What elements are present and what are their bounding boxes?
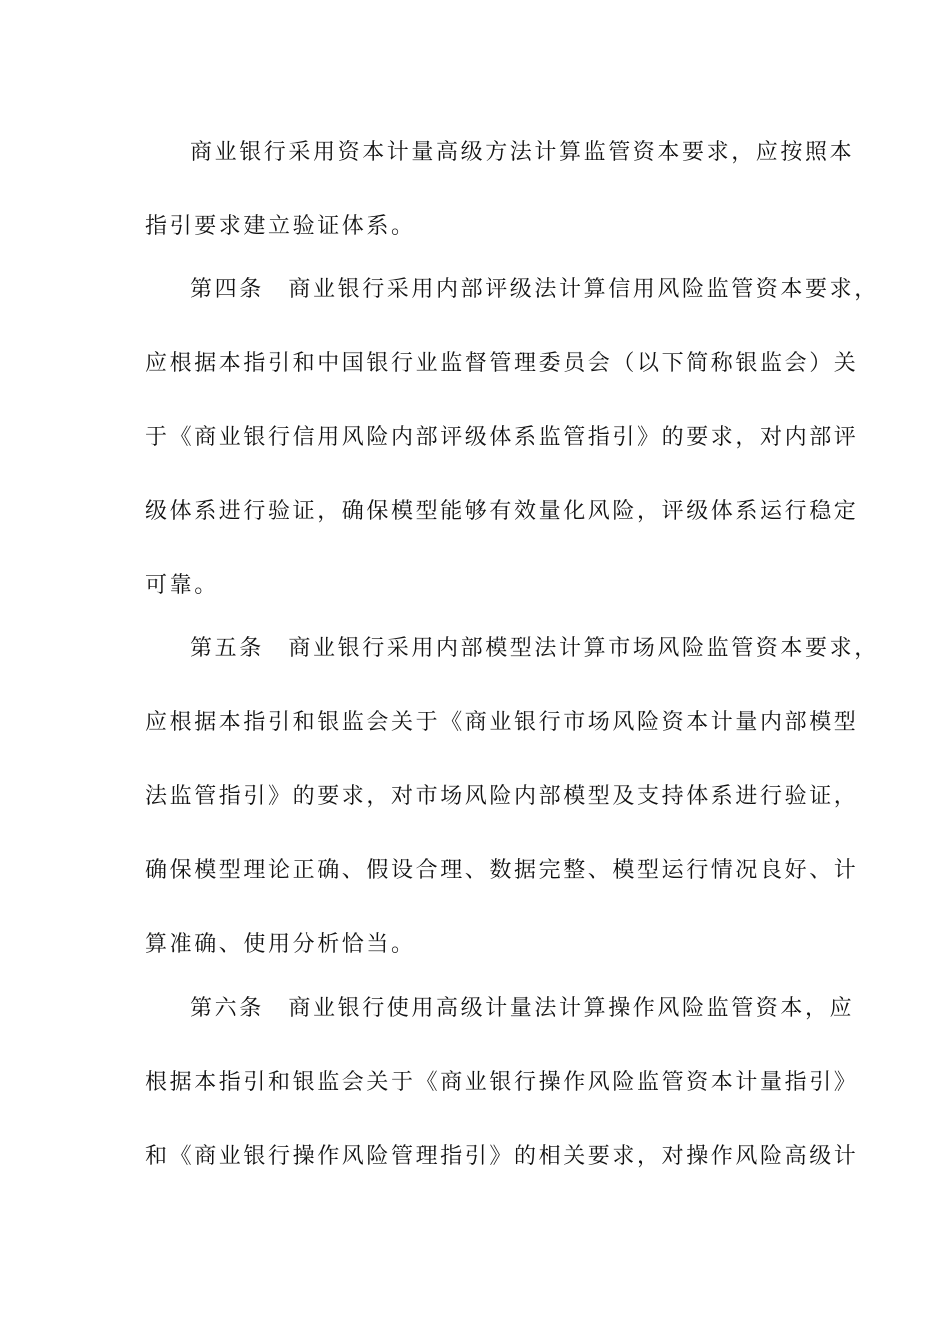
text-line: 可靠。 [145, 573, 219, 598]
text-line: 法监管指引》的要求，对市场风险内部模型及支持体系进行验证， [145, 784, 859, 809]
text-line: 和《商业银行操作风险管理指引》的相关要求，对操作风险高级计 [145, 1144, 859, 1169]
text-line: 于《商业银行信用风险内部评级体系监管指引》的要求，对内部评 [145, 425, 859, 450]
text-line: 应根据本指引和银监会关于《商业银行市场风险资本计量内部模型 [145, 710, 859, 735]
text-line: 应根据本指引和中国银行业监督管理委员会（以下简称银监会）关 [145, 351, 859, 376]
text-line: 第四条 商业银行采用内部评级法计算信用风险监管资本要求， [190, 277, 879, 302]
text-line: 指引要求建立验证体系。 [145, 214, 416, 239]
text-line: 商业银行采用资本计量高级方法计算监管资本要求，应按照本 [190, 140, 855, 165]
text-line: 确保模型理论正确、假设合理、数据完整、模型运行情况良好、计 [145, 858, 859, 883]
text-line: 第六条 商业银行使用高级计量法计算操作风险监管资本，应 [190, 996, 855, 1021]
text-line: 根据本指引和银监会关于《商业银行操作风险监管资本计量指引》 [145, 1070, 859, 1095]
text-line: 级体系进行验证，确保模型能够有效量化风险，评级体系运行稳定 [145, 499, 859, 524]
text-line: 第五条 商业银行采用内部模型法计算市场风险监管资本要求， [190, 636, 879, 661]
text-line: 算准确、使用分析恰当。 [145, 932, 416, 957]
